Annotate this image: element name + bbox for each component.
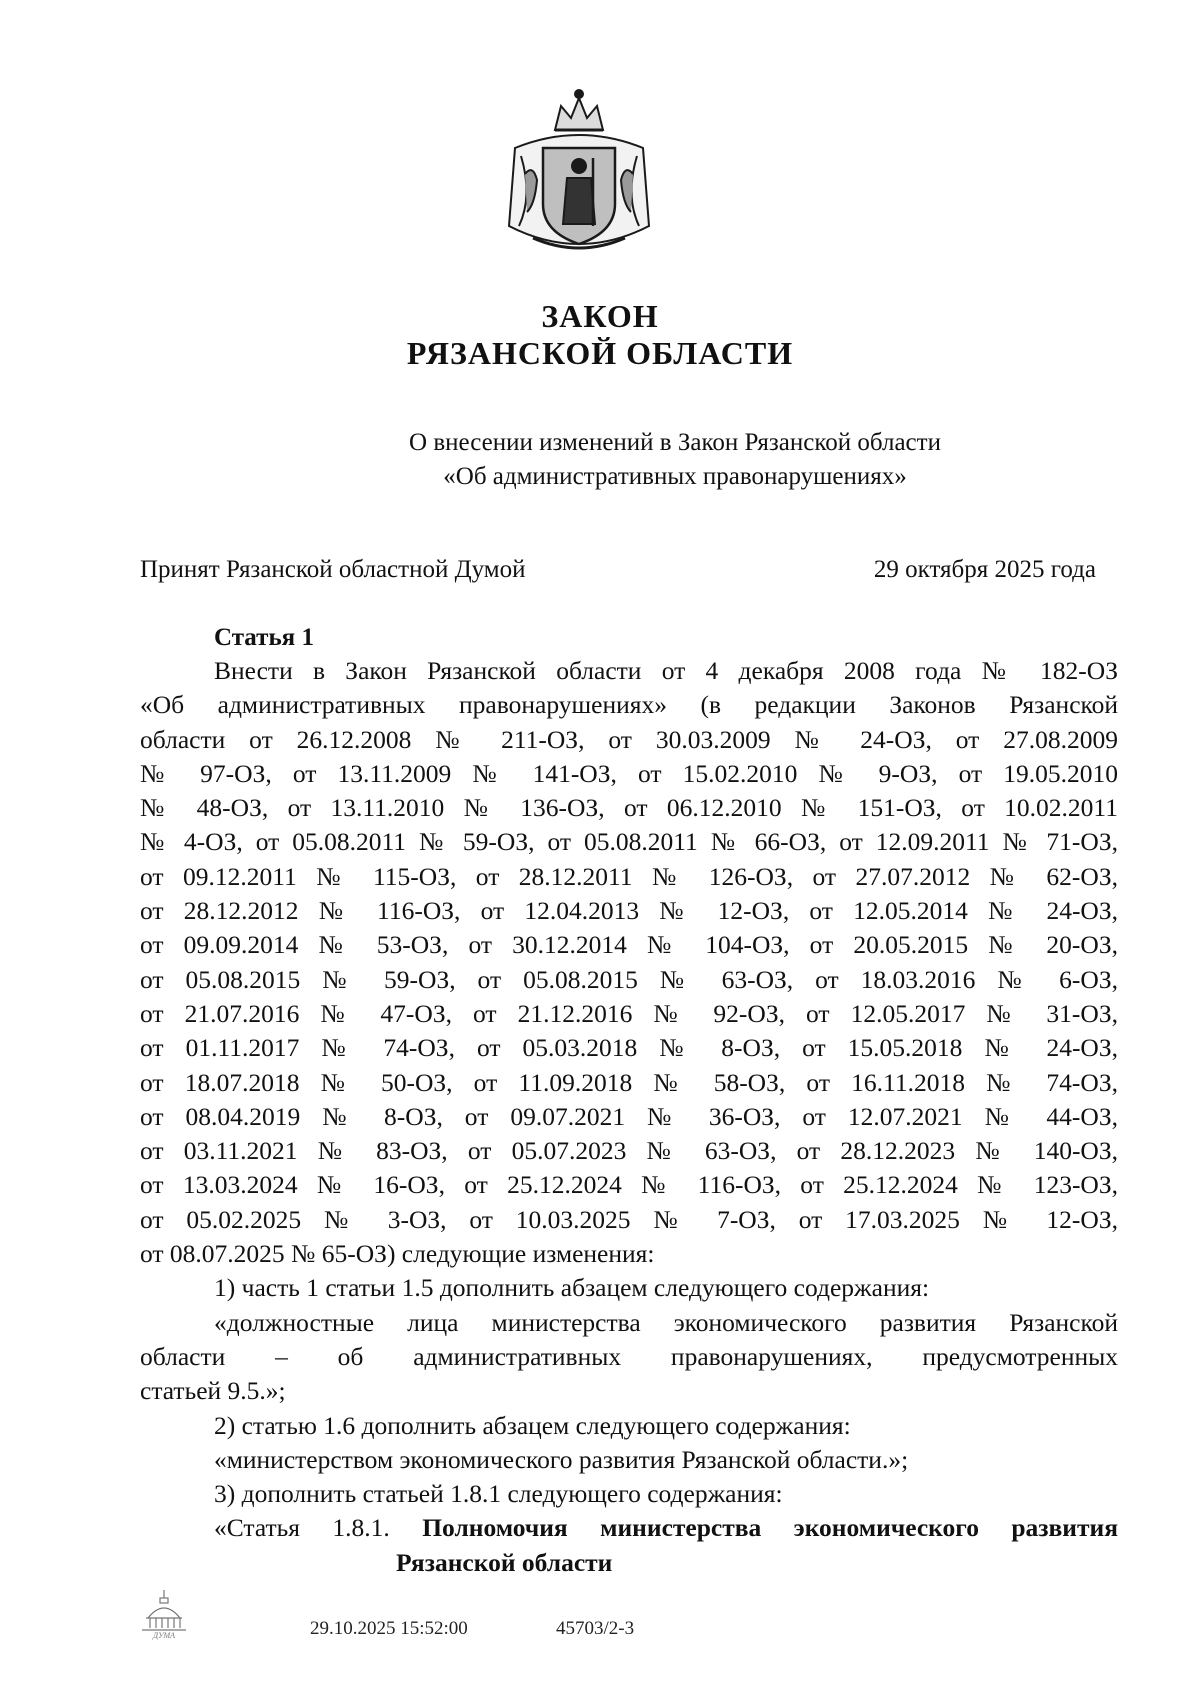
law-title xyxy=(0,426,1200,494)
law-label: ЗАКОН xyxy=(541,298,659,334)
body-line: от 13.03.2024 № 16-ОЗ, от 25.12.2024 № 116-ОЗ, от 25.12.2024 № 123-ОЗ, xyxy=(140,1170,1118,1200)
body-line: от 18.07.2018 № 50-ОЗ, от 11.09.2018 № 58-ОЗ, от 16.11.2018 № 74-ОЗ, xyxy=(140,1067,1118,1097)
body-line: № 48-ОЗ, от 13.11.2010 № 136-ОЗ, от 06.12.2010 № 151-ОЗ, от 10.02.2011 xyxy=(140,793,1118,823)
new-article-prefix: «Статья 1.8.1. xyxy=(214,1513,390,1543)
body-line: области от 26.12.2008 № 211-ОЗ, от 30.03.2009 № 24-ОЗ, от 27.08.2009 xyxy=(140,724,1118,754)
region-label: РЯЗАНСКОЙ ОБЛАСТИ xyxy=(406,335,794,371)
duma-logo-icon xyxy=(140,1588,188,1640)
quote-1-line: области – об административных правонарушениях, предусмотренных xyxy=(140,1341,1118,1371)
footer-timestamp: 29.10.2025 15:52:00 xyxy=(310,1618,468,1639)
body-line: Внести в Закон Рязанской области от 4 декабря 2008 года № 182-ОЗ xyxy=(214,656,1118,685)
quote-2: «министерством экономического развития Рязанской области.»; xyxy=(214,1444,909,1474)
adoption-date: 29 октября 2025 года xyxy=(873,556,1096,583)
item-1: 1) часть 1 статьи 1.5 дополнить абзацем следующего содержания: xyxy=(214,1273,930,1303)
body-line: от 03.11.2021 № 83-ОЗ, от 05.07.2023 № 63-ОЗ, от 28.12.2023 № 140-ОЗ, xyxy=(140,1136,1118,1166)
body-line: от 05.08.2015 № 59-ОЗ, от 05.08.2015 № 63-ОЗ, от 18.03.2016 № 6-ОЗ, xyxy=(140,964,1118,994)
duma-logo-text: ДУМА xyxy=(152,1631,176,1640)
quote-1-line: «должностные лица министерства экономического развития Рязанской xyxy=(214,1307,1118,1337)
body-line: «Об административных правонарушениях» (в редакции Законов Рязанской xyxy=(140,690,1118,720)
title-line-2: «Об административных правонарушениях» xyxy=(443,463,907,490)
new-article-heading xyxy=(140,1511,1118,1545)
title-line-1: О внесении изменений в Закон Рязанской области xyxy=(409,429,941,456)
item-2: 2) статью 1.6 дополнить абзацем следующего содержания: xyxy=(214,1410,851,1440)
new-article-title: Полномочия министерства экономического развития xyxy=(422,1513,1118,1543)
body-line: от 09.09.2014 № 53-ОЗ, от 30.12.2014 № 104-ОЗ, от 20.05.2015 № 20-ОЗ, xyxy=(140,930,1118,960)
quote-1-line: статьей 9.5.»; xyxy=(140,1376,286,1406)
body-line: от 21.07.2016 № 47-ОЗ, от 21.12.2016 № 92-ОЗ, от 12.05.2017 № 31-ОЗ, xyxy=(140,998,1118,1028)
adopted-by: Принят Рязанской областной Думой xyxy=(140,556,526,583)
body-line: от 28.12.2012 № 116-ОЗ, от 12.04.2013 № 12-ОЗ, от 12.05.2014 № 24-ОЗ, xyxy=(140,896,1118,926)
footer-document-number: 45703/2-3 xyxy=(556,1618,635,1639)
body-line: от 05.02.2025 № 3-ОЗ, от 10.03.2025 № 7-ОЗ, от 17.03.2025 № 12-ОЗ, xyxy=(140,1204,1118,1234)
body-line: от 08.07.2025 № 65-ОЗ) следующие изменения: xyxy=(140,1239,655,1269)
item-3: 3) дополнить статьей 1.8.1 следующего содержания: xyxy=(214,1479,783,1509)
body-line: от 08.04.2019 № 8-ОЗ, от 09.07.2021 № 36-ОЗ, от 12.07.2021 № 44-ОЗ, xyxy=(140,1101,1118,1131)
article-1-heading: Статья 1 xyxy=(214,624,314,651)
coat-of-arms-emblem xyxy=(503,86,655,264)
body-line: от 01.11.2017 № 74-ОЗ, от 05.03.2018 № 8-ОЗ, от 15.05.2018 № 24-ОЗ, xyxy=(140,1033,1118,1063)
body-line: № 97-ОЗ, от 13.11.2009 № 141-ОЗ, от 15.02.2010 № 9-ОЗ, от 19.05.2010 xyxy=(140,758,1118,788)
body-line: от 09.12.2011 № 115-ОЗ, от 28.12.2011 № 126-ОЗ, от 27.07.2012 № 62-ОЗ, xyxy=(140,861,1118,891)
body-line: № 4-ОЗ, от 05.08.2011 № 59-ОЗ, от 05.08.2011 № 66-ОЗ, от 12.09.2011 № 71-ОЗ, xyxy=(140,827,1118,857)
article-1-body xyxy=(140,654,1118,1580)
new-article-title-line-2: Рязанской области xyxy=(396,1547,613,1577)
